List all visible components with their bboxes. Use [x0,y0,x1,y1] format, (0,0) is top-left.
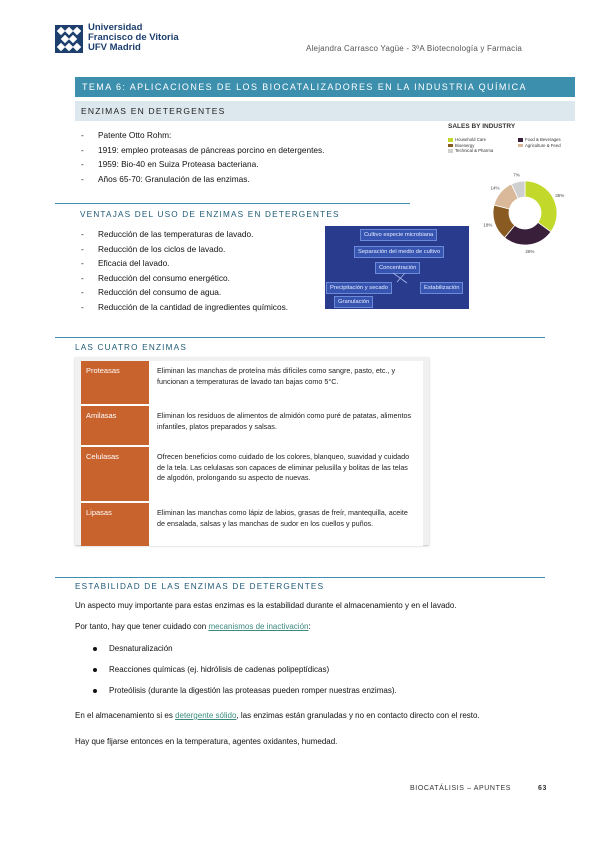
chart-title: SALES BY INDUSTRY [448,123,516,130]
list-item: - Reducción del consumo energético. [78,271,318,286]
paragraph: Hay que fijarse entonces en la temperatura, agentes oxidantes, humedad. [75,737,338,746]
chart-legend [448,137,573,159]
section-title-cuatro-enzimas: LAS CUATRO ENZIMAS [75,343,187,352]
chapter-title: TEMA 6: APLICACIONES DE LOS BIOCATALIZADORES EN LA INDUSTRIA QUÍMICA [75,77,575,97]
author-line: Alejandra Carrasco Yagüe - 3ºA Biotecnología y Farmacia [306,44,522,53]
legend-swatch-household [448,138,453,142]
list-item: - Reducción de la cantidad de ingredientes químicos. [78,300,318,315]
list-item: - Reducción del consumo de agua. [78,285,318,300]
logo-line-3: UFV Madrid [88,42,141,53]
divider [55,337,545,338]
logo-line-1: Universidad [88,22,143,33]
donut-label: 7% [513,172,520,178]
paragraph-text: En el almacenamiento si es [75,711,176,720]
sales-donut-chart [478,170,578,260]
legend-swatch-agriculture [518,144,523,148]
section-title-enzimas-detergentes: ENZIMAS EN DETERGENTES [75,101,575,121]
table-row [81,406,423,447]
enzyme-name: Lipasas [81,503,151,546]
enzymes-table [75,357,429,545]
divider [55,577,545,578]
legend-swatch-bioenergy [448,144,453,148]
bullet-item: Desnaturalización [93,644,173,653]
solid-detergent-link[interactable]: detergente sólido [175,711,237,720]
list-item: - Patente Otto Rohm: [78,128,418,143]
table-row [81,447,423,503]
legend-item: Agriculture & Feed [518,143,561,148]
section-title-estabilidad: ESTABILIDAD DE LAS ENZIMAS DE DETERGENTES [75,582,325,591]
paragraph: Un aspecto muy importante para estas enzimas es la estabilidad durante el almacenamiento y en el lavado. [75,601,457,610]
enzyme-name: Proteasas [81,361,151,404]
diagram-node: Separación del medio de cultivo [354,246,444,258]
donut-label: 18% [483,222,493,228]
list-item: - Años 65-70: Granulación de las enzimas. [78,172,418,187]
legend-item: Bioenergy [448,143,474,148]
legend-item: Household Care [448,137,486,142]
diagram-arrows [325,226,469,309]
diagram-node: Concentración [375,262,420,274]
list-item: - Eficacia del lavado. [78,256,318,271]
donut-label: 26% [525,249,535,255]
university-logo-icon [55,25,83,53]
donut-label: 14% [490,185,500,191]
university-name [88,23,179,53]
diagram-node: Precipitación y secado [326,282,392,294]
paragraph-text: Por tanto, hay que tener cuidado con [75,622,209,631]
enzyme-description: Eliminan las manchas como lápiz de labios, grasas de freír, mantequilla, aceite de ensalada, salsas y las manchas de sudor en los cuellos y puños. [151,503,423,546]
bullet-item: Reacciones químicas (ej. hidrólisis de cadenas polipeptídicas) [93,665,329,674]
donut-svg [478,170,578,260]
ventajas-list [78,227,318,314]
table-row [81,361,423,406]
history-list [78,128,418,186]
diagram-node: Cultivo especie microbiana [360,229,437,241]
bullet-icon [93,668,97,672]
enzyme-description: Eliminan las manchas de proteína más difíciles como sangre, pasto, etc., y funcionan a temperaturas de lavado tan bajas como 5°C. [151,361,423,404]
paragraph [75,710,530,722]
legend-swatch-food [518,138,523,142]
section-title-ventajas: VENTAJAS DEL USO DE ENZIMAS EN DETERGENTES [80,210,340,219]
legend-item: Food & Beverages [518,137,561,142]
list-item: - 1959: Bio-40 en Suiza Proteasa bacteriana. [78,157,418,172]
divider [55,203,410,204]
paragraph [75,622,545,631]
enzyme-name: Amilasas [81,406,151,445]
table-row [81,503,423,546]
bullet-icon [93,689,97,693]
list-item: - 1919: empleo proteasas de páncreas porcino en detergentes. [78,143,418,158]
page-number: 63 [538,785,547,792]
bullet-icon [93,647,97,651]
list-item: - Reducción de las temperaturas de lavado. [78,227,318,242]
paragraph-text: , las enzimas están granuladas y no en contacto directo con el resto. [236,711,480,720]
enzyme-name: Celulasas [81,447,151,501]
legend-item: Technical & Pharma [448,148,493,153]
legend-swatch-technical [448,149,453,153]
donut-label: 35% [555,192,565,198]
footer-label: BIOCATÁLISIS – APUNTES [410,785,511,792]
inactivation-mechanisms-link[interactable]: mecanismos de inactivación [208,622,309,631]
paragraph-text: : [308,622,311,631]
diagram-node: Granulación [334,296,373,308]
logo-line-2: Francisco de Vitoria [88,32,179,43]
bullet-item: Proteólisis (durante la digestión las proteasas pueden romper nuestras enzimas). [93,686,397,695]
process-diagram [325,226,469,309]
enzyme-description: Ofrecen beneficios como cuidado de los colores, blanqueo, suavidad y cuidado de la tela. Las celulasas son capaces de eliminar pelusilla y bolitas de las telas de algodón, prolongando su aspecto de nuevas. [151,447,423,501]
diagram-node: Estabilización [420,282,463,294]
list-item: - Reducción de los ciclos de lavado. [78,242,318,257]
enzyme-description: Eliminan los residuos de alimentos de almidón como puré de patatas, alimentos infantiles, platos preparados y salsas. [151,406,423,445]
